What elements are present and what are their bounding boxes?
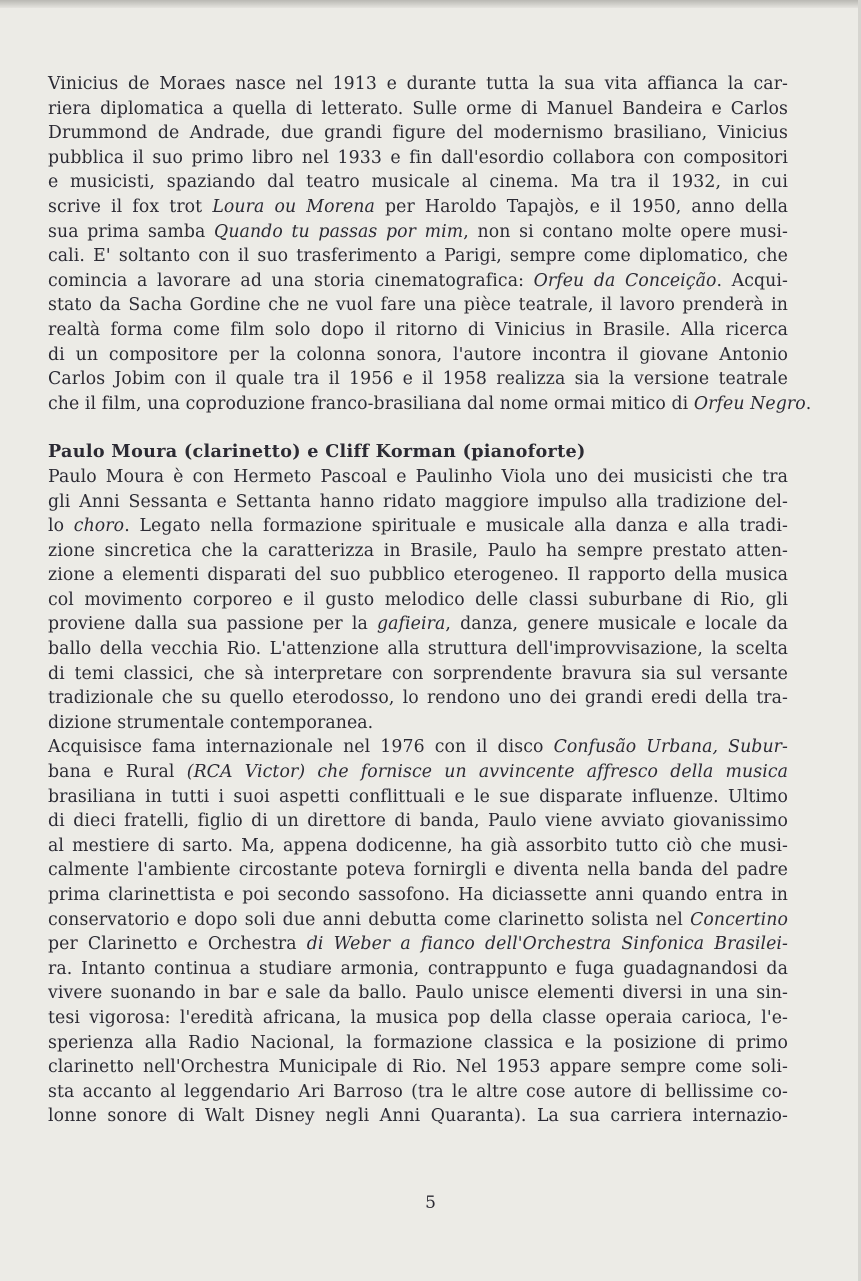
italic-title: Concertino xyxy=(690,909,788,930)
text-line xyxy=(48,97,788,122)
text-line xyxy=(48,809,788,834)
text-line xyxy=(48,1055,788,1080)
page-number: 5 xyxy=(425,1193,436,1213)
text-line xyxy=(48,146,788,171)
text-run: ra. Intanto continua a studiare armonia, contrappunto e fuga guadagnandosi da xyxy=(48,958,788,979)
text-run: pubblica il suo primo libro nel 1933 e fin dall'esordio collabora con compositori xyxy=(48,147,788,168)
text-run: realtà forma come film solo dopo il ritorno di Vinicius in Brasile. Alla ricerca xyxy=(48,319,788,340)
text-line xyxy=(48,760,788,785)
text-run: lo xyxy=(48,516,74,537)
text-run: scrive il fox trot xyxy=(48,196,213,217)
text-line xyxy=(48,465,788,490)
italic-title: Loura ou Morena xyxy=(212,196,375,217)
text-run: tesi vigorosa: l'eredità africana, la musica pop della classe operaia carioca, l'e- xyxy=(48,1007,788,1028)
italic-title: Quando tu passas por mim xyxy=(214,221,464,242)
text-run: lonne sonore di Walt Disney negli Anni Quaranta). La sua carriera internazio- xyxy=(48,1106,788,1127)
text-line xyxy=(48,244,788,269)
text-line xyxy=(48,514,788,539)
text-run: . Legato nella formazione spirituale e musicale alla danza e alla tradi- xyxy=(124,516,788,537)
text-line xyxy=(48,170,788,195)
text-run: sua prima samba xyxy=(48,221,215,242)
text-run: zione sincretica che la caratterizza in Brasile, Paulo ha sempre prestato atten- xyxy=(48,540,788,561)
text-line xyxy=(48,539,788,564)
text-run: Acquisisce fama internazionale nel 1976 con il disco xyxy=(48,737,554,758)
text-line xyxy=(48,785,788,810)
text-line xyxy=(48,1104,788,1129)
text-line xyxy=(48,957,788,982)
text-run: per Clarinetto e Orchestra xyxy=(48,934,297,955)
text-line xyxy=(48,367,788,392)
text-run: comincia a lavorare ad una storia cinematografica: xyxy=(48,270,534,291)
text-run: col movimento corporeo e il gusto melodico delle classi suburbane di Rio, gli xyxy=(48,589,788,610)
text-run: Carlos Jobim con il quale tra il 1956 e il 1958 realizza sia la versione teatrale xyxy=(48,369,788,390)
text-line xyxy=(48,1031,788,1056)
text-line xyxy=(48,932,788,957)
text-run: di temi classici, che sà interpretare con sorprendente bravura sia sul versante xyxy=(48,663,788,684)
text-line xyxy=(48,612,788,637)
italic-title: Orfeu Negro xyxy=(693,393,806,414)
text-run: prima clarinettista e poi secondo sassofono. Ha diciassette anni quando entra in xyxy=(48,885,788,905)
italic-title: Confusão Urbana, Subur- xyxy=(553,737,788,758)
text-run: vivere suonando in bar e sale da ballo. Paulo unisce elementi diversi in una sin- xyxy=(48,983,788,1004)
text-run: riera diplomatica a quella di letterato. Sulle orme di Manuel Bandeira e Carlos xyxy=(48,98,788,119)
text-run: sta accanto al leggendario Ari Barroso (tra le altre cose autore di bellissime co- xyxy=(48,1081,788,1102)
text-line xyxy=(48,293,788,318)
text-run: ballo della vecchia Rio. L'attenzione alla struttura dell'improvvisazione, la scelta xyxy=(48,639,788,660)
text-run: per Haroldo Tapajòs, e il 1950, anno della xyxy=(374,196,788,217)
text-run: che il film, una coproduzione franco-brasiliana dal nome ormai mitico di xyxy=(48,393,694,414)
paragraph-paulo-moura xyxy=(48,465,788,736)
text-run: cali. E' soltanto con il suo trasferimento a Parigi, sempre come diplomatico, che xyxy=(48,246,788,267)
italic-title: gafieira xyxy=(376,614,446,635)
text-line xyxy=(48,588,788,613)
text-run: al mestiere di sarto. Ma, appena dodicenne, ha già assorbito tutto ciò che musi- xyxy=(48,835,788,856)
text-line xyxy=(48,981,788,1006)
text-line xyxy=(48,1006,788,1031)
text-line xyxy=(48,121,788,146)
text-run: sperienza alla Radio Nacional, la formazione classica e la posizione di primo xyxy=(48,1032,788,1053)
text-run: Drummond de Andrade, due grandi figure del modernismo brasiliano, Vinicius xyxy=(48,123,788,144)
paragraph-vinicius xyxy=(48,72,812,416)
italic-title: (RCA Victor) che fornisce un avvincente affresco della musica xyxy=(174,762,788,783)
text-run: zione a elementi disparati del suo pubblico eterogeneo. Il rapporto della musica xyxy=(48,565,788,586)
text-line xyxy=(48,343,788,368)
text-run: tradizionale che su quello eterodosso, lo rendono uno dei grandi eredi della tra- xyxy=(48,688,788,709)
italic-title: choro xyxy=(73,516,125,537)
text-run: . Acqui- xyxy=(716,270,788,291)
text-run: calmente l'ambiente circostante poteva fornirgli e diventa nella banda del padre xyxy=(48,860,788,881)
text-run: Vinicius de Moraes nasce nel 1913 e durante tutta la sua vita affianca la car- xyxy=(48,74,788,94)
text-line xyxy=(48,72,788,97)
text-line xyxy=(48,662,788,687)
text-run: dizione strumentale contemporanea. xyxy=(48,712,374,733)
text-line xyxy=(48,392,812,417)
text-run: , danza, genere musicale e locale da xyxy=(445,614,788,635)
section-heading: Paulo Moura (clarinetto) e Cliff Korman (pianoforte) xyxy=(48,441,586,463)
text-run: stato da Sacha Gordine che ne vuol fare una pièce teatrale, il lavoro prenderà in xyxy=(48,295,788,316)
text-line xyxy=(48,637,788,662)
text-line xyxy=(48,1080,788,1105)
paragraph-gap xyxy=(48,416,788,440)
text-line xyxy=(48,269,788,294)
text-run: conservatorio e dopo soli due anni debutta come clarinetto solista nel xyxy=(48,909,691,930)
text-run: di un compositore per la colonna sonora, l'autore incontra il giovane Antonio xyxy=(48,344,788,365)
text-run: brasiliana in tutti i suoi aspetti conflittuali e le sue disparate influenze. Ultimo xyxy=(48,786,788,807)
text-line xyxy=(48,908,788,933)
text-line xyxy=(48,220,788,245)
paragraph-career xyxy=(48,735,788,1129)
italic-title: Orfeu da Conceição xyxy=(533,270,717,291)
italic-title: di Weber a fianco dell'Orchestra Sinfonica Brasilei- xyxy=(296,934,788,955)
text-line xyxy=(48,195,788,220)
text-run: proviene dalla sua passione per la xyxy=(48,614,377,635)
page-body xyxy=(48,72,812,1129)
text-line xyxy=(48,490,788,515)
text-run: Paulo Moura è con Hermeto Pascoal e Paulinho Viola uno dei musicisti che tra xyxy=(48,466,788,487)
text-run: , non si contano molte opere musi- xyxy=(463,221,788,242)
text-line xyxy=(48,563,788,588)
text-line xyxy=(48,735,788,760)
text-line xyxy=(48,883,788,908)
text-run: di dieci fratelli, figlio di un direttore di banda, Paulo viene avviato giovanissimo xyxy=(48,811,788,832)
text-line xyxy=(48,686,788,711)
text-line xyxy=(48,858,788,883)
text-run: gli Anni Sessanta e Settanta hanno ridato maggiore impulso alla tradizione del- xyxy=(48,491,788,512)
text-run: e musicisti, spaziando dal teatro musicale al cinema. Ma tra il 1932, in cui xyxy=(48,172,788,193)
text-line xyxy=(48,711,788,736)
text-run: bana e Rural xyxy=(48,762,175,783)
text-line xyxy=(48,318,788,343)
text-line xyxy=(48,834,788,859)
text-run: . xyxy=(805,393,812,414)
scan-top-edge xyxy=(0,0,861,8)
text-run: clarinetto nell'Orchestra Municipale di Rio. Nel 1953 appare sempre come soli- xyxy=(48,1057,788,1078)
